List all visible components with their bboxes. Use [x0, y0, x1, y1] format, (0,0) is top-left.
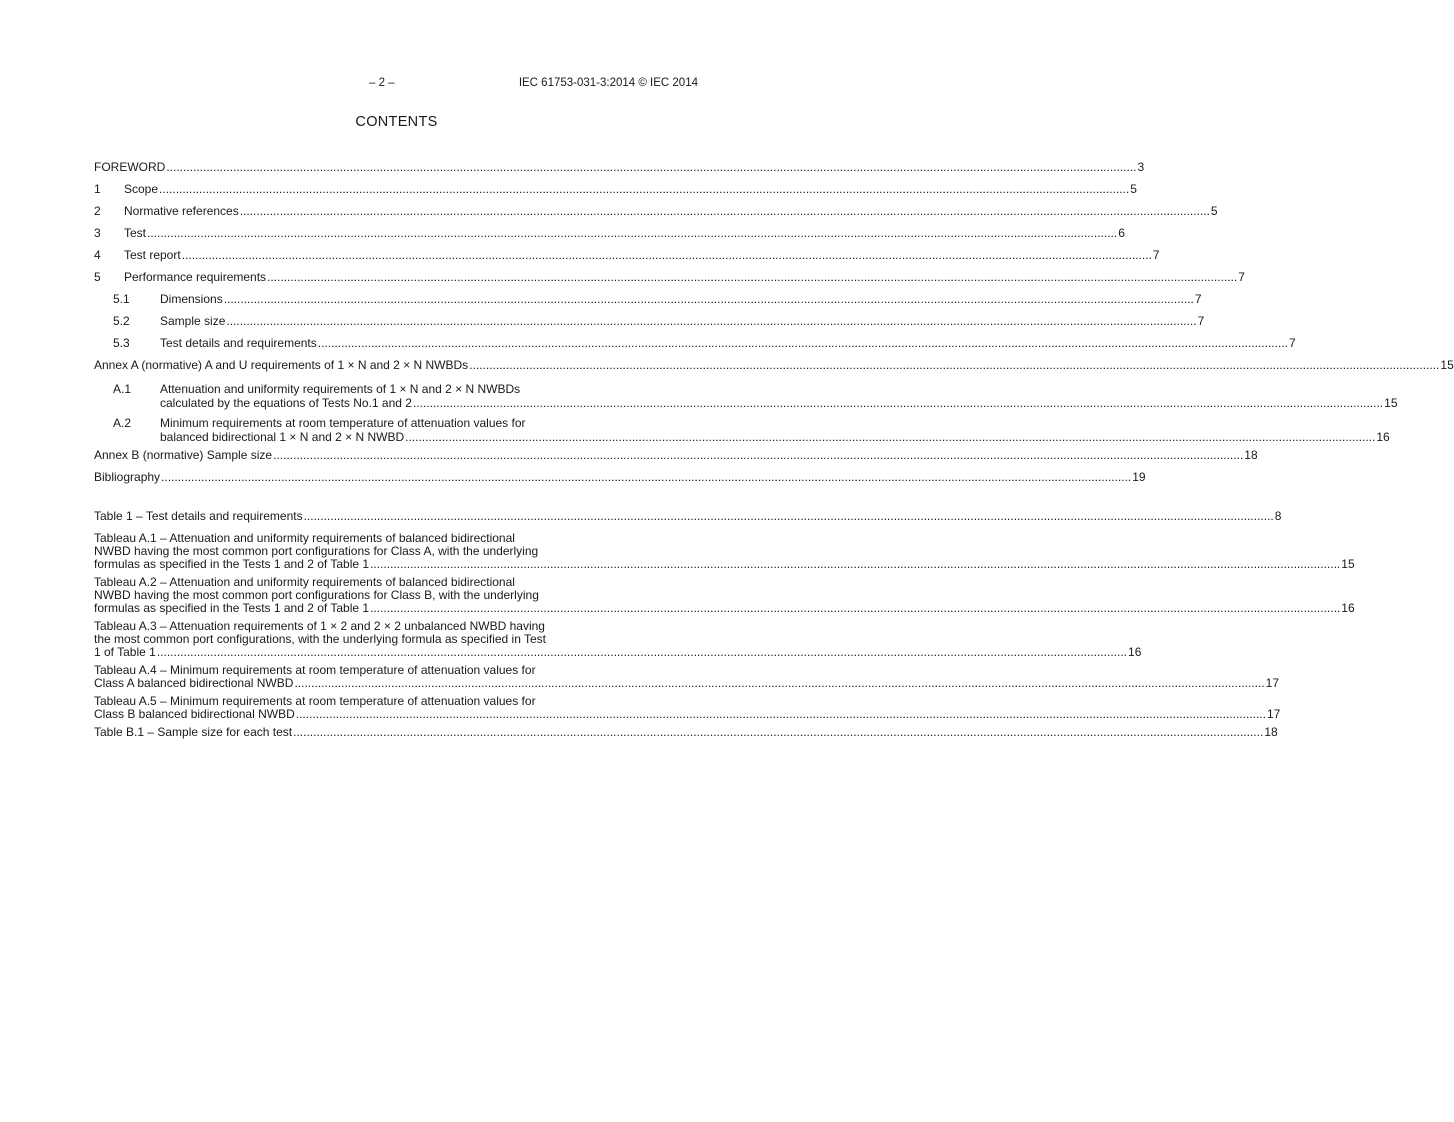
toc-entry-sample-size[interactable]: 5.2 Sample size ..... 7	[94, 314, 699, 336]
table-entry-t1[interactable]: Table 1 – Test details and requirements ..... 8	[94, 510, 699, 523]
table-entry-a5[interactable]: Tableau A.5 – Minimum requirements at room temperature of attenuation values for Class B balanced bidirectional NWBD ..... 17	[94, 695, 699, 721]
toc-entry-a2[interactable]: A.2 Minimum requirements at room temperature of attenuation values for balanced bidirectional 1 × N and 2 × N NWBD ..... 16	[94, 416, 699, 444]
toc-entry-foreword[interactable]: FOREWORD ..... 3	[94, 160, 699, 182]
toc-entry-test-details[interactable]: 5.3 Test details and requirements ..... 7	[94, 336, 699, 358]
toc-entry-performance-requirements[interactable]: 5 Performance requirements ..... 7	[94, 270, 699, 292]
toc-entry-normative-references[interactable]: 2 Normative references ..... 5	[94, 204, 699, 226]
page-header	[0, 77, 793, 93]
toc-entry-test[interactable]: 3 Test ..... 6	[94, 226, 699, 248]
table-entry-b1[interactable]: Table B.1 – Sample size for each test ..... 18	[94, 726, 699, 739]
page-title: CONTENTS	[355, 114, 438, 130]
toc-entry-annex-b[interactable]: Annex B (normative) Sample size ..... 18	[94, 448, 699, 470]
list-of-tables	[94, 509, 1355, 744]
table-entry-a3[interactable]: Tableau A.3 – Attenuation requirements of 1 × 2 and 2 × 2 unbalanced NWBD having the most common port configurations, with the underlying formula as specified in Test 1 of Table 1 ..... 16	[94, 620, 699, 659]
toc-entry-test-report[interactable]: 4 Test report ..... 7	[94, 248, 699, 270]
table-entry-a2[interactable]: Tableau A.2 – Attenuation and uniformity requirements of balanced bidirectional NWBD having the most common port configurations for Class B, with the underlying formulas as specified in the Tests 1 and 2 of Table 1 ..... 16	[94, 576, 699, 615]
toc-entry-a1[interactable]: A.1 Attenuation and uniformity requirements of 1 × N and 2 × N NWBDs calculated by the equations of Tests No.1 and 2 ..... 15	[94, 382, 699, 410]
table-entry-a1[interactable]: Tableau A.1 – Attenuation and uniformity requirements of balanced bidirectional NWBD having the most common port configurations for Class A, with the underlying formulas as specified in the Tests 1 and 2 of Table 1 ..... 15	[94, 532, 699, 571]
table-entry-a4[interactable]: Tableau A.4 – Minimum requirements at room temperature of attenuation values for Class A balanced bidirectional NWBD ..... 17	[94, 664, 699, 690]
toc-entry-annex-a[interactable]: Annex A (normative) A and U requirements of 1 × N and 2 × N NWBDs ..... 15	[94, 358, 699, 380]
table-of-contents	[94, 160, 1454, 492]
toc-entry-bibliography[interactable]: Bibliography ..... 19	[94, 470, 699, 492]
document-reference: IEC 61753-031-3:2014 © IEC 2014	[518, 77, 698, 89]
page-number: – 2 –	[369, 77, 395, 89]
toc-entry-scope[interactable]: 1 Scope ..... 5	[94, 182, 699, 204]
toc-entry-dimensions[interactable]: 5.1 Dimensions ..... 7	[94, 292, 699, 314]
